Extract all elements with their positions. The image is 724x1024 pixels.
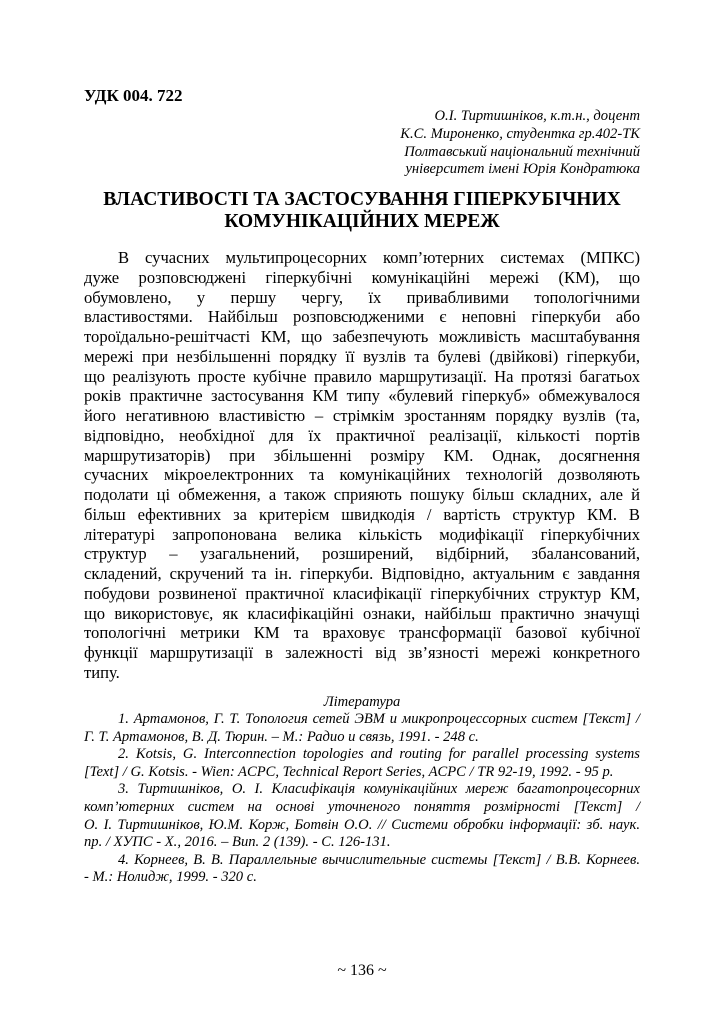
body-line: складений, скручений та ін. гіперкуби. Відповідно, актуальним є завдання xyxy=(84,564,640,583)
body-line: обумовлено, у першу чергу, їх привабливими топологічними xyxy=(84,287,640,307)
body-paragraph xyxy=(84,248,640,683)
body-line: В сучасних мультипроцесорних комп’ютерних системах (МПКС) xyxy=(118,248,640,267)
author-block xyxy=(400,108,640,179)
body-line: більш ефективних за критерієм швидкодія / вартість структур КМ. В xyxy=(84,504,640,524)
body-line: що використовує, як класифікаційні ознаки, найбільш практично значущі xyxy=(84,603,640,623)
reference-line: 4. Корнеев, В. В. Параллельные вычислительные системы [Текст] / В.В. Корнеев. xyxy=(118,851,640,868)
body-line: побудови розвиненої практичної класифікації гіперкубічних структур КМ, xyxy=(84,583,640,603)
reference-item xyxy=(84,711,640,746)
title-line: КОМУНІКАЦІЙНИХ МЕРЕЖ xyxy=(224,211,500,232)
udc-code: УДК 004. 722 xyxy=(84,86,183,105)
body-line: дуже розповсюджені гіперкубічні комунікаційні мережі (КМ), що xyxy=(84,267,640,287)
body-line: типу. xyxy=(84,662,120,682)
body-line: структур – узагальнений, розширений, відбірний, збалансований, xyxy=(84,544,640,564)
author-1: О.І. Тиртишніков, к.т.н., доцент xyxy=(434,108,640,124)
body-line: подолати ці обмеження, а також сприяють пошуку більш складних, але й xyxy=(84,485,640,504)
affiliation-line-1: Полтавський національний технічний xyxy=(404,143,640,160)
references-list xyxy=(84,711,640,887)
article-title xyxy=(84,189,640,233)
body-line: сучасних мікроелектронних та комунікаційних технологій дозволяють xyxy=(84,465,640,485)
reference-item xyxy=(84,746,640,781)
page-number: ~ 136 ~ xyxy=(337,962,387,979)
body-line: топологічні метрики КМ та враховує трансформації базової кубічної xyxy=(84,623,640,643)
body-line: властивостями. Найбільш розповсюдженими є неповні гіперкуби або xyxy=(84,307,640,327)
references-heading: Література xyxy=(323,694,401,710)
author-2: К.С. Мироненко, студентка гр.402-ТК xyxy=(400,125,640,142)
reference-line: [Text] / G. Kotsis. - Wien: ACPC, Technical Report Series, ACPC / TR 92-19, 1992. - 95 p. xyxy=(84,763,614,780)
reference-line: Г. Т. Артамонов, В. Д. Тюрин. – М.: Радио и связь, 1991. - 248 с. xyxy=(84,728,479,745)
title-line: ВЛАСТИВОСТІ ТА ЗАСТОСУВАННЯ ГІПЕРКУБІЧНИХ xyxy=(103,189,621,210)
reference-line: О. І. Тиртишніков, Ю.М. Корж, Ботвін О.О. // Системи обробки інформації: зб. наук. xyxy=(84,816,640,833)
body-line: функції маршрутизації в залежності від зв’язності мережі конкретного xyxy=(84,643,640,662)
reference-line: 2. Kotsis, G. Interconnection topologies and routing for parallel processing systems xyxy=(118,746,640,763)
reference-line: пр. / ХУПС - Х., 2016. – Вип. 2 (139). - С. 126-131. xyxy=(84,834,391,851)
reference-line: - М.: Нолидж, 1999. - 320 с. xyxy=(84,869,257,886)
reference-line: 3. Тиртишніков, О. І. Класифікація комунікаційних мереж багатопроцесорних xyxy=(118,781,640,798)
body-line: літературі запропонована велика кількість модифікації гіперкубічних xyxy=(84,524,640,544)
reference-item xyxy=(84,852,640,887)
body-line: що реалізують просте кубічне правило маршрутизації. На протязі багатьох xyxy=(84,366,640,386)
body-line: мережі при незбільшенні порядку її вузлів та булеві (двійкові) гіперкуби, xyxy=(84,346,640,366)
affiliation-line-2: університет імені Юрія Кондратюка xyxy=(405,161,640,178)
reference-line: комп’ютерних систем на основі уточненого поняття розмірності [Текст] / xyxy=(84,798,640,815)
body-line: його негативною властивістю – стрімкім зростанням порядку вузлів (та, xyxy=(84,406,640,425)
reference-item xyxy=(84,781,640,851)
body-line: тороїдально-решітчасті КМ, що забезпечують можливість масштабування xyxy=(84,327,640,346)
body-line: років практичне застосування КМ типу «булевий гіперкуб» обмежувалося xyxy=(84,386,640,406)
body-line: маршрутизаторів) при збільшенні розміру КМ. Однак, досягнення xyxy=(84,445,640,465)
body-line: відповідно, необхідної для їх практичної реалізації, кількості портів xyxy=(84,425,640,445)
reference-line: 1. Артамонов, Г. Т. Топология сетей ЭВМ и микропроцессорных систем [Текст] / xyxy=(118,711,640,727)
